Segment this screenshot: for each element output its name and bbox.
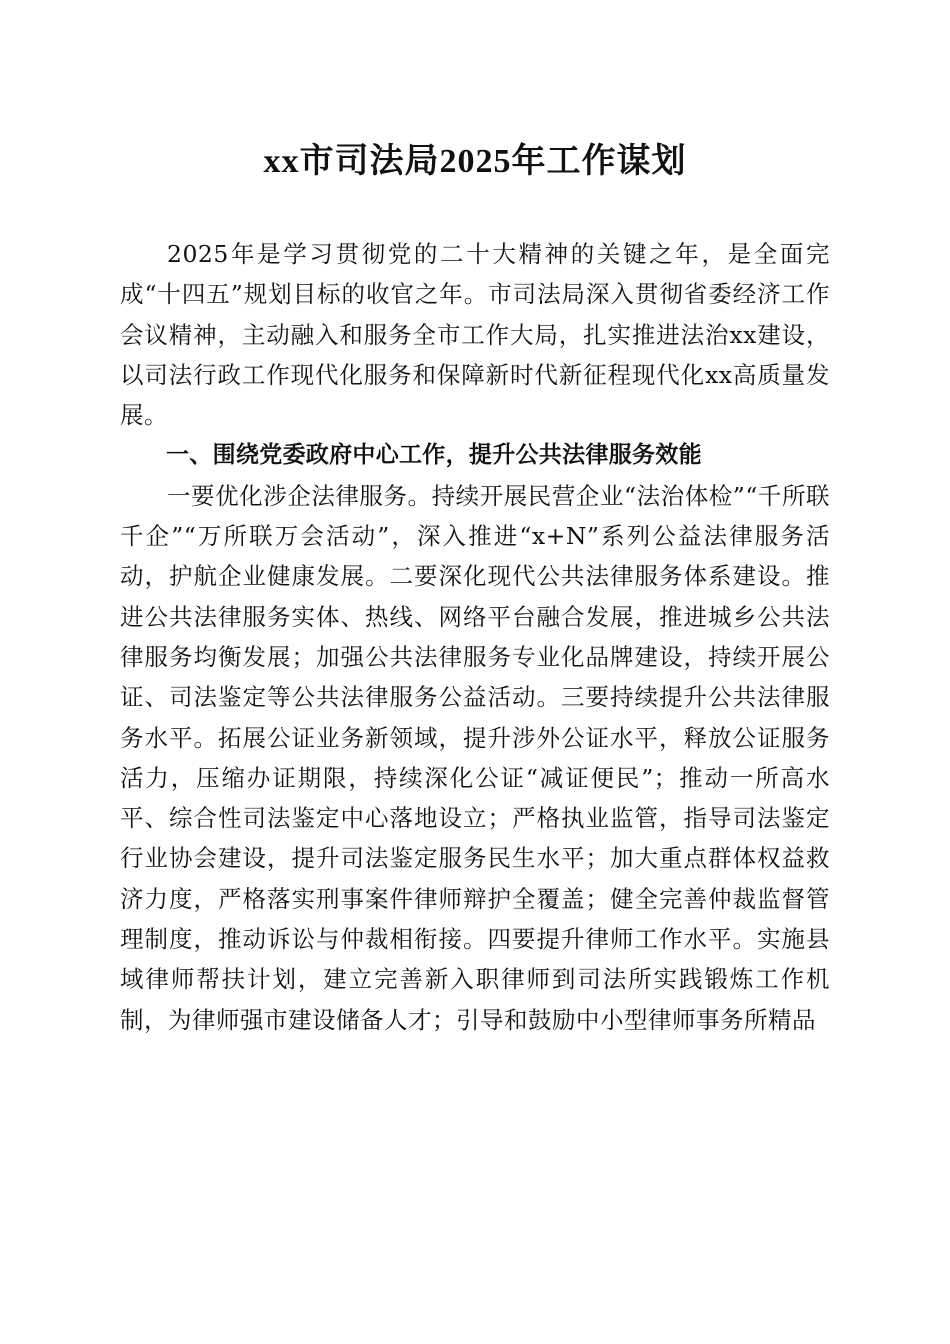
document-title: xx市司法局2025年工作谋划 (263, 143, 687, 180)
document-body (120, 234, 830, 1040)
section-1-heading: 一、围绕党委政府中心工作，提升公共法律服务效能 (166, 442, 702, 469)
section-1-paragraph: 一要优化涉企法律服务。持续开展民营企业“法治体检”“千所联千企”“万所联万会活动”，深入推进“x+N”系列公益法律服务活动，护航企业健康发展。二要深化现代公共法律服务体系建设。推进公共法律服务实体、热线、网络平台融合发展，推进城乡公共法律服务均衡发展；加强公共法律服务专业化品牌建设，持续开展公证、司法鉴定等公共法律服务公益活动。三要持续提升公共法律服务水平。拓展公证业务新领域，提升涉外公证水平，释放公证服务活力，压缩办证期限，持续深化公证“减证便民”；推动一所高水平、综合性司法鉴定中心落地设立；严格执业监管，指导司法鉴定行业协会建设，提升司法鉴定服务民生水平；加大重点群体权益救济力度，严格落实刑事案件律师辩护全覆盖；健全完善仲裁监督管理制度，推动诉讼与仲裁相衔接。四要提升律师工作水平。实施县域律师帮扶计划，建立完善新入职律师到司法所实践锻炼工作机制，为律师强市建设储备人才；引导和鼓励中小型律师事务所精品 (120, 481, 830, 1034)
intro-paragraph: 2025年是学习贯彻党的二十大精神的关键之年，是全面完成“十四五”规划目标的收官之年。市司法局深入贯彻省委经济工作会议精神，主动融入和服务全市工作大局，扎实推进法治xx建设，以司法行政工作现代化服务和保障新时代新征程现代化xx高质量发展。 (120, 240, 830, 430)
